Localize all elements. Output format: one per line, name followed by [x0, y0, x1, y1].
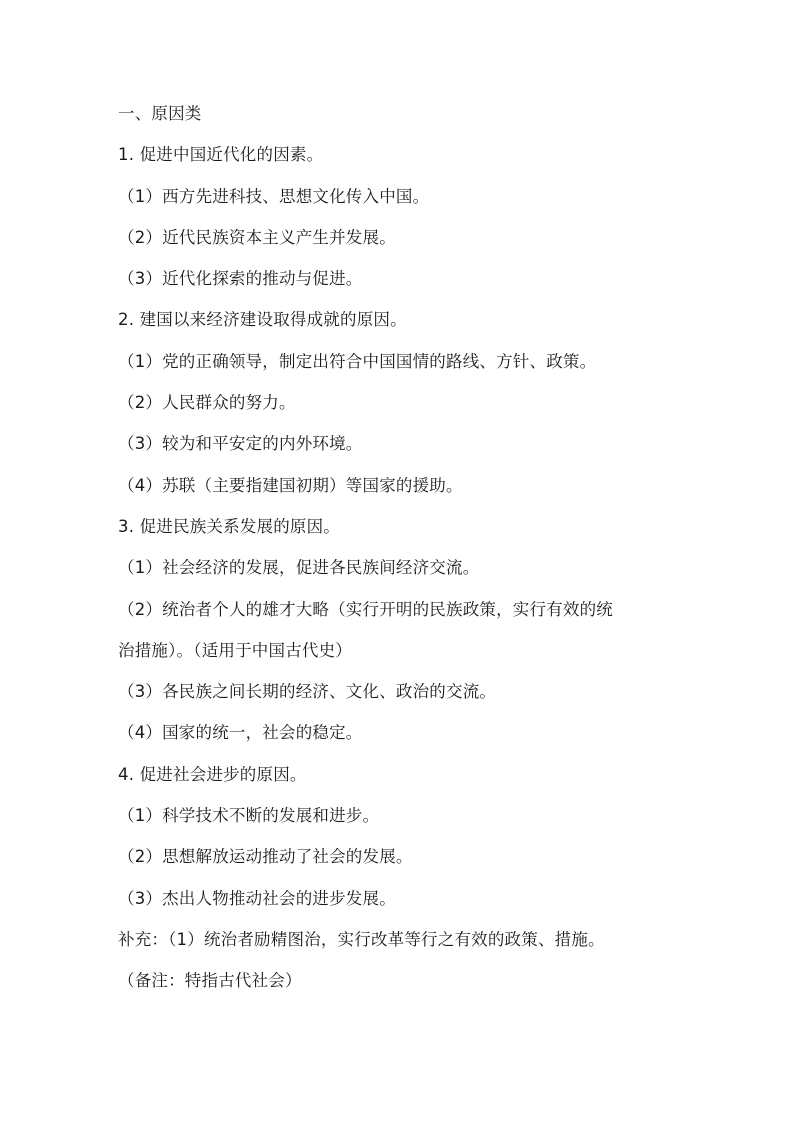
item-3-point-2: （2）统治者个人的雄才大略（实行开明的民族政策，实行有效的统 [118, 599, 613, 619]
document-body [118, 104, 678, 1013]
remark-line: （备注：特指古代社会） [118, 971, 302, 991]
item-3-point-3: （3）各民族之间长期的经济、文化、政治的交流。 [118, 682, 497, 702]
item-3-point-4: （4）国家的统一，社会的稳定。 [118, 723, 363, 743]
section-heading: 一、原因类 [118, 104, 202, 123]
item-heading-4: 4. 促进社会进步的原因。 [118, 764, 307, 784]
item-2-point-3: （3）较为和平安定的内外环境。 [118, 434, 363, 454]
item-heading-3: 3. 促进民族关系发展的原因。 [118, 516, 340, 536]
item-4-point-1: （1）科学技术不断的发展和进步。 [118, 806, 380, 826]
item-1-point-1: （1）西方先进科技、思想文化传入中国。 [118, 186, 430, 206]
item-2-point-2: （2）人民群众的努力。 [118, 393, 296, 413]
item-3-point-1: （1）社会经济的发展，促进各民族间经济交流。 [118, 558, 480, 578]
item-1-point-3: （3）近代化探索的推动与促进。 [118, 269, 363, 289]
item-4-point-3: （3）杰出人物推动社会的进步发展。 [118, 888, 396, 908]
item-heading-1: 1. 促进中国近代化的因素。 [118, 145, 324, 165]
item-3-point-2-continued: 治措施）。（适用于中国古代史） [118, 640, 352, 660]
item-2-point-1: （1）党的正确领导，制定出符合中国国情的路线、方针、政策。 [118, 351, 597, 371]
item-1-point-2: （2）近代民族资本主义产生并发展。 [118, 227, 396, 247]
item-2-point-4: （4）苏联（主要指建国初期）等国家的援助。 [118, 475, 463, 495]
supplement-line: 补充：（1）统治者励精图治，实行改革等行之有效的政策、措施。 [118, 929, 605, 949]
item-4-point-2: （2）思想解放运动推动了社会的发展。 [118, 847, 413, 867]
item-heading-2: 2. 建国以来经济建设取得成就的原因。 [118, 310, 407, 330]
